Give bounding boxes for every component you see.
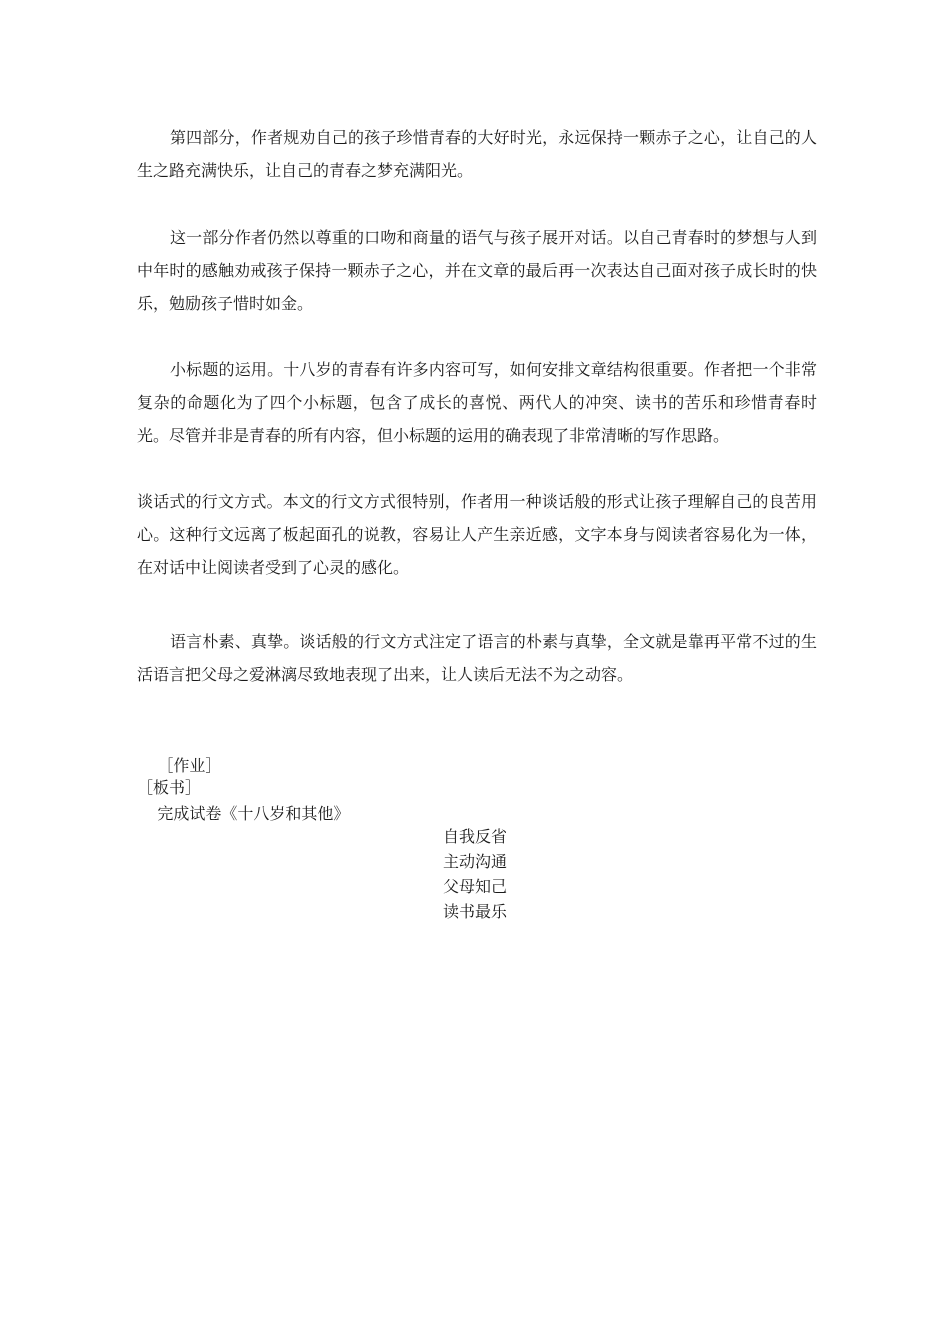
- homework-label: ［作业］: [157, 756, 222, 775]
- blackboard-item: 主动沟通: [443, 852, 508, 871]
- homework-text: 完成试卷《十八岁和其他》: [157, 804, 350, 823]
- blackboard-list: [443, 824, 507, 924]
- paragraph-dialogue-tone: 这一部分作者仍然以尊重的口吻和商量的语气与孩子展开对话。以自己青春时的梦想与人到中年时的感触劝戒孩子保持一颗赤子之心，并在文章的最后再一次表达自己面对孩子成长时的快乐，勉励孩子惜时如金。: [137, 228, 817, 313]
- blackboard-item: 读书最乐: [443, 902, 508, 921]
- blackboard-item: 自我反省: [443, 827, 508, 846]
- blackboard-item: 父母知己: [443, 877, 508, 896]
- paragraph-subheadings: 小标题的运用。十八岁的青春有许多内容可写，如何安排文章结构很重要。作者把一个非常复杂的命题化为了四个小标题，包含了成长的喜悦、两代人的冲突、读书的苦乐和珍惜青春时光。尽管并非是青春的所有内容，但小标题的运用的确表现了非常清晰的写作思路。: [137, 360, 817, 445]
- blackboard-label: ［板书］: [137, 778, 202, 797]
- paragraph-part-four: 第四部分，作者规劝自己的孩子珍惜青春的大好时光，永远保持一颗赤子之心，让自己的人生之路充满快乐，让自己的青春之梦充满阳光。: [137, 128, 817, 180]
- paragraph-conversational-style: 谈话式的行文方式。本文的行文方式很特别，作者用一种谈话般的形式让孩子理解自己的良苦用心。这种行文远离了板起面孔的说教，容易让人产生亲近感，文字本身与阅读者容易化为一体，在对话中让阅读者受到了心灵的感化。: [137, 492, 817, 577]
- paragraph-language: 语言朴素、真挚。谈话般的行文方式注定了语言的朴素与真挚，全文就是靠再平常不过的生活语言把父母之爱淋漓尽致地表现了出来，让人读后无法不为之动容。: [137, 632, 817, 684]
